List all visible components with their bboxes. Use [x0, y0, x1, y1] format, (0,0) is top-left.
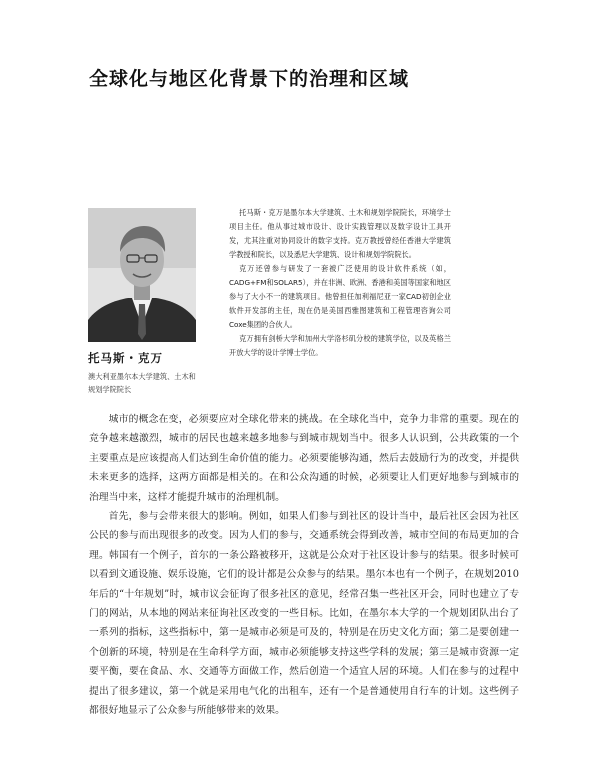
portrait-photo-icon — [88, 208, 196, 342]
body-paragraph: 城市的概念在变，必须要应对全球化带来的挑战。在全球化当中，竞争力非常的重要。现在的竞争越来越激烈，城市的居民也越来越多地参与到城市规划当中。很多人认识到，公共政策的一个主要重点是应该提高人们达到生命价值的能力。必须要能够沟通，然后去鼓励行为的改变，并提供未来更多的选择，这两方面都是相关的。在和公众沟通的时候，必须要让人们更好地参与到城市的治理当中来，这样才能提升城市的治理机制。 — [89, 414, 519, 503]
author-affiliation: 澳大利亚墨尔本大学建筑、土木和规划学院院长 — [88, 372, 196, 394]
bio-paragraph: 克万拥有剑桥大学和加州大学洛杉矶分校的建筑学位，以及英格兰开放大学的设计学博士学位。 — [229, 334, 451, 357]
body-paragraph: 首先，参与会带来很大的影响。例如，如果人们参与到社区的设计当中，最后社区会因为社区公民的参与而出现很多的改变。因为人们的参与，交通系统会得到改善，城市空间的布局更加的合理。韩国有一个例子，首尔的一条公路被移开，这就是公众对于社区设计参与的结果。很多时候可以看到文通设施、娱乐设施，它们的设计都是公众参与的结果。墨尔本也有一个例子，在规划2010年后的“十年规划”时，城市议会征询了很多社区的意见，经常召集一些社区开会，同时也建立了专门的网站，从本地的网站来征询社区改变的一些目标。比如，在墨尔本大学的一个规划团队出台了一系列的指标，这些指标中，第一是城市必须是可及的，特别是在历史文化方面；第二是要创建一个创新的环境，特别是在生命科学方面，城市必须能够支持这些学科的发展；第三是城市资源一定要平衡，要在食品、水、交通等方面做工作，然后创造一个适宜人居的环境。人们在参与的过程中提出了很多建议，第一个就是采用电气化的出租车，还有一个是普通使用自行车的计划。这些例子都很好地显示了公众参与所能够带来的效果。 — [89, 511, 519, 717]
article-body — [89, 410, 519, 721]
author-portrait — [88, 208, 196, 342]
author-name: 托马斯・克万 — [88, 351, 163, 365]
bio-paragraph: 托马斯・克万是墨尔本大学建筑、土木和规划学院院长，环境学士项目主任。他从事过城市设计、设计实践管理以及数字设计工具开发，尤其注重对协同设计的数字支持。克万教授曾经任香港大学建筑学教授和院长，以及悉尼大学建筑、设计和规划学院院长。 — [229, 208, 451, 259]
author-bio — [229, 206, 451, 360]
bio-paragraph: 克万还曾参与研发了一套被广泛使用的设计软件系统（如，CADG+FM和SOLAR5），并在非洲、欧洲、香港和美国等国家和地区参与了大小不一的建筑项目。他曾担任加利福尼亚一家CAD初创企业软件开发部的主任，现在仍是美国西雅图建筑和工程管理咨询公司Coxe集团的合伙人。 — [229, 264, 451, 329]
article-title: 全球化与地区化背景下的治理和区域 — [89, 68, 410, 90]
